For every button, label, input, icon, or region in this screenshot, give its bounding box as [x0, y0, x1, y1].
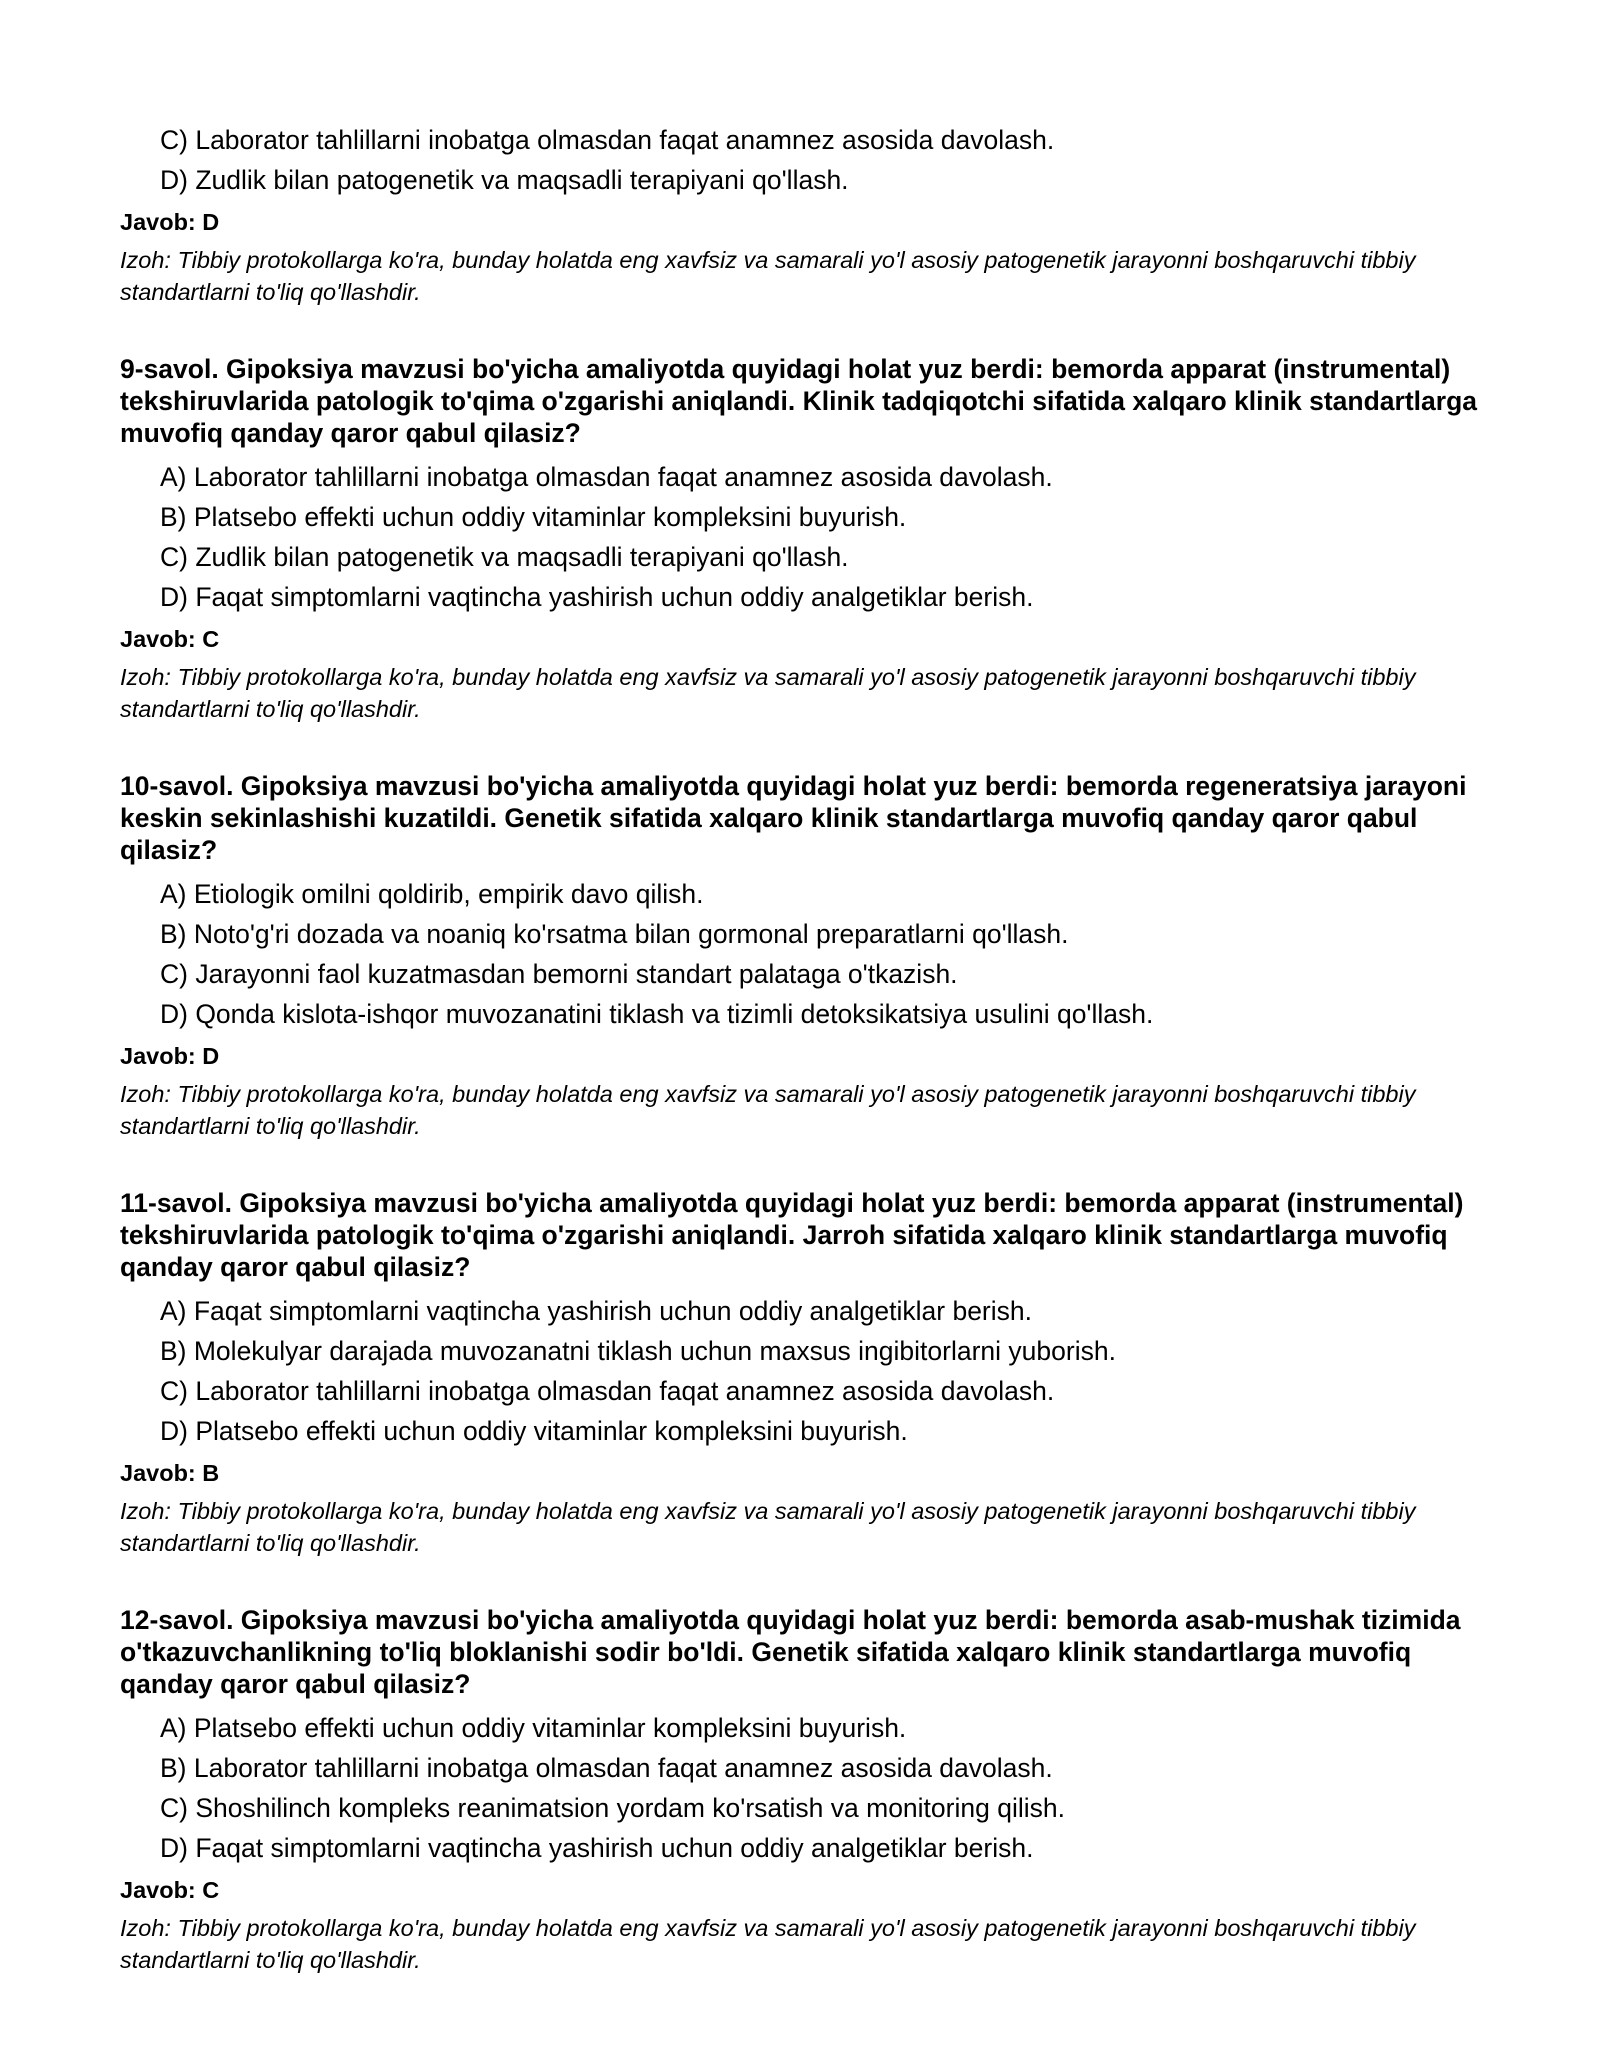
- answer-label: Javob:: [120, 209, 203, 235]
- answer-value: C: [202, 1877, 220, 1903]
- question-block-continued: [120, 120, 1480, 308]
- question-block-10: [120, 770, 1480, 1142]
- question-text: 9-savol. Gipoksiya mavzusi bo'yicha amaliyotda quyidagi holat yuz berdi: bemorda apparat (instrumental) tekshiruvlarida patologik to'qima o'zgarishi aniqlandi. Klinik tadqiqotchi sifatida xalqaro klinik standartlarga muvofiq qanday qaror qabul qilasiz?: [120, 354, 1478, 448]
- option-c: C) Laborator tahlillarni inobatga olmasdan faqat anamnez asosida davolash.: [160, 125, 1055, 155]
- option-b: B) Molekulyar darajada muvozanatni tiklash uchun maxsus ingibitorlarni yuborish.: [160, 1336, 1116, 1366]
- answer-label: Javob:: [120, 626, 203, 652]
- answer: [120, 1459, 1480, 1487]
- option-a: A) Laborator tahlillarni inobatga olmasdan faqat anamnez asosida davolash.: [160, 462, 1053, 492]
- answer: [120, 1876, 1480, 1904]
- option-c: C) Jarayonni faol kuzatmasdan bemorni standart palataga o'tkazish.: [160, 959, 958, 989]
- option-d: D) Faqat simptomlarni vaqtincha yashirish uchun oddiy analgetiklar berish.: [160, 1833, 1034, 1863]
- question-block-12: [120, 1604, 1480, 1976]
- option-d: D) Qonda kislota-ishqor muvozanatini tiklash va tizimli detoksikatsiya usulini qo'llash.: [160, 999, 1154, 1029]
- answer-label: Javob:: [120, 1877, 203, 1903]
- question-text: 11-savol. Gipoksiya mavzusi bo'yicha amaliyotda quyidagi holat yuz berdi: bemorda apparat (instrumental) tekshiruvlarida patologik to'qima o'zgarishi aniqlandi. Jarroh sifatida xalqaro klinik standartlarga muvofiq qanday qaror qabul qilasiz?: [120, 1188, 1464, 1282]
- answer-label: Javob:: [120, 1043, 203, 1069]
- answer-value: C: [202, 626, 220, 652]
- option-d: D) Platsebo effekti uchun oddiy vitaminlar kompleksini buyurish.: [160, 1416, 908, 1446]
- option-b: B) Noto'g'ri dozada va noaniq ko'rsatma bilan gormonal preparatlarni qo'llash.: [160, 919, 1069, 949]
- question-block-9: [120, 353, 1480, 725]
- answer-value: B: [202, 1460, 220, 1486]
- option-b: B) Platsebo effekti uchun oddiy vitaminlar kompleksini buyurish.: [160, 502, 907, 532]
- answer-value: D: [202, 1043, 220, 1069]
- question-text: 12-savol. Gipoksiya mavzusi bo'yicha amaliyotda quyidagi holat yuz berdi: bemorda asab-mushak tizimida o'tkazuvchanlikning to'liq bloklanishi sodir bo'ldi. Genetik sifatida xalqaro klinik standartlarga muvofiq qanday qaror qabul qilasiz?: [120, 1605, 1461, 1699]
- explanation-note: Izoh: Tibbiy protokollarga ko'ra, bunday holatda eng xavfsiz va samarali yo'l asosiy patogenetik jarayonni boshqaruvchi tibbiy standartlarni to'liq qo'llashdir.: [120, 1498, 1416, 1556]
- answer: [120, 208, 1480, 236]
- explanation-note: Izoh: Tibbiy protokollarga ko'ra, bunday holatda eng xavfsiz va samarali yo'l asosiy patogenetik jarayonni boshqaruvchi tibbiy standartlarni to'liq qo'llashdir.: [120, 247, 1416, 305]
- answer: [120, 625, 1480, 653]
- option-c: C) Shoshilinch kompleks reanimatsion yordam ko'rsatish va monitoring qilish.: [160, 1793, 1065, 1823]
- answer-label: Javob:: [120, 1460, 203, 1486]
- explanation-note: Izoh: Tibbiy protokollarga ko'ra, bunday holatda eng xavfsiz va samarali yo'l asosiy patogenetik jarayonni boshqaruvchi tibbiy standartlarni to'liq qo'llashdir.: [120, 664, 1416, 722]
- option-a: A) Platsebo effekti uchun oddiy vitaminlar kompleksini buyurish.: [160, 1713, 907, 1743]
- explanation-note: Izoh: Tibbiy protokollarga ko'ra, bunday holatda eng xavfsiz va samarali yo'l asosiy patogenetik jarayonni boshqaruvchi tibbiy standartlarni to'liq qo'llashdir.: [120, 1081, 1416, 1139]
- option-a: A) Faqat simptomlarni vaqtincha yashirish uchun oddiy analgetiklar berish.: [160, 1296, 1032, 1326]
- option-d: D) Faqat simptomlarni vaqtincha yashirish uchun oddiy analgetiklar berish.: [160, 582, 1034, 612]
- answer-value: D: [202, 209, 220, 235]
- option-b: B) Laborator tahlillarni inobatga olmasdan faqat anamnez asosida davolash.: [160, 1753, 1053, 1783]
- answer: [120, 1042, 1480, 1070]
- question-text: 10-savol. Gipoksiya mavzusi bo'yicha amaliyotda quyidagi holat yuz berdi: bemorda regeneratsiya jarayoni keskin sekinlashishi kuzatildi. Genetik sifatida xalqaro klinik standartlarga muvofiq qanday qaror qabul qilasiz?: [120, 771, 1467, 865]
- option-c: C) Laborator tahlillarni inobatga olmasdan faqat anamnez asosida davolash.: [160, 1376, 1055, 1406]
- option-a: A) Etiologik omilni qoldirib, empirik davo qilish.: [160, 879, 704, 909]
- option-d: D) Zudlik bilan patogenetik va maqsadli terapiyani qo'llash.: [160, 165, 849, 195]
- option-c: C) Zudlik bilan patogenetik va maqsadli terapiyani qo'llash.: [160, 542, 849, 572]
- question-block-11: [120, 1187, 1480, 1559]
- explanation-note: Izoh: Tibbiy protokollarga ko'ra, bunday holatda eng xavfsiz va samarali yo'l asosiy patogenetik jarayonni boshqaruvchi tibbiy standartlarni to'liq qo'llashdir.: [120, 1915, 1416, 1973]
